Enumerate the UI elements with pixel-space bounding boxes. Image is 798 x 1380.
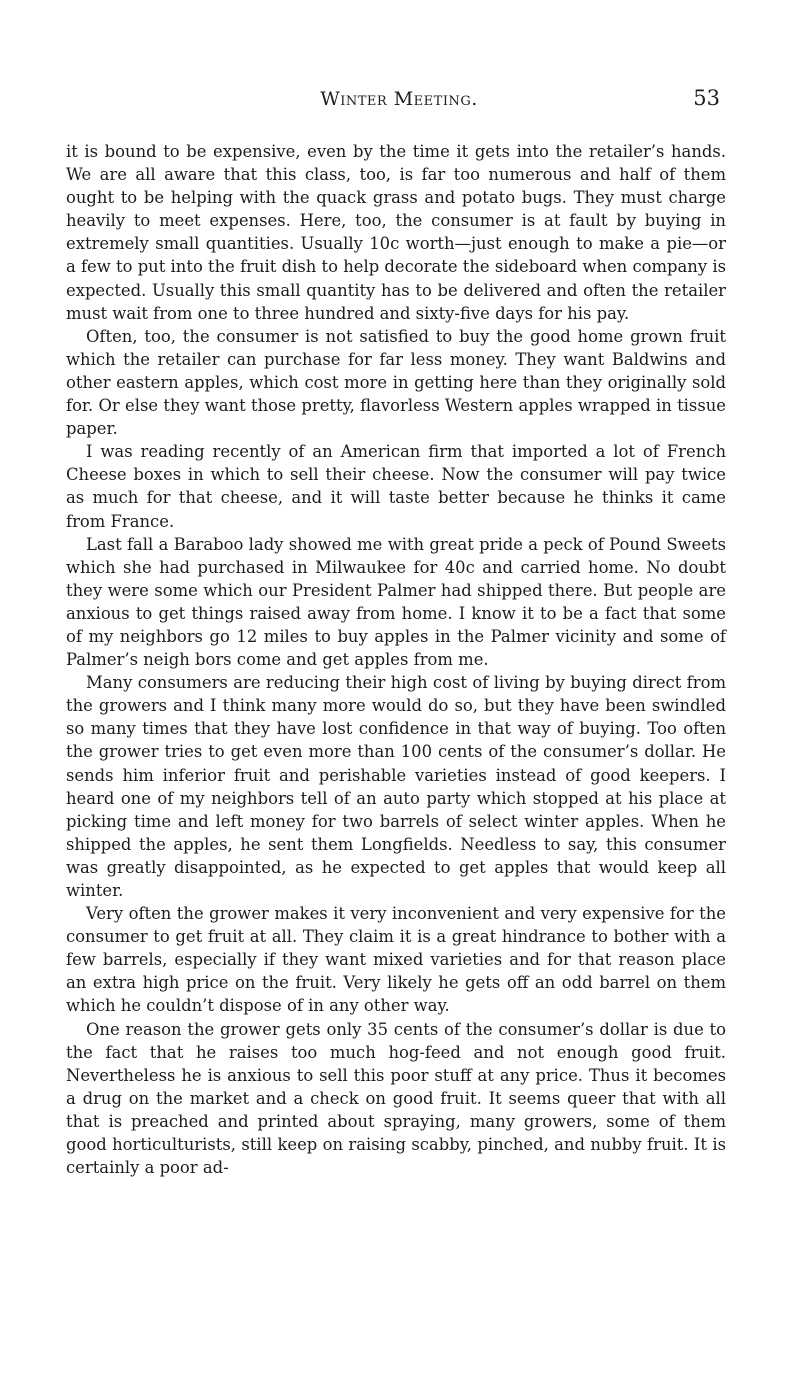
running-header	[0, 88, 798, 116]
page-number: 53	[693, 86, 720, 110]
paragraph: Last fall a Baraboo lady showed me with great pride a peck of Pound Sweets which she had purchased in Milwaukee for 40c and carried home. No doubt they were some which our President Palmer had shipped there. But people are anxious to get things raised away from home. I know it to be a fact that some of my neighbors go 12 miles to buy apples in the Palmer vicinity and some of Palmer’s neigh bors come and get apples from me.	[66, 534, 726, 670]
paragraph: Very often the grower makes it very inconvenient and very expensive for the consumer to get fruit at all. They claim it is a great hindrance to bother with a few barrels, especially if they want mixed varieties and for that reason place an extra high price on the fruit. Very likely he gets off an odd barrel on them which he couldn’t dispose of in any other way.	[66, 904, 726, 1016]
body-text	[66, 140, 726, 1179]
running-title: Winter Meeting.	[320, 88, 478, 110]
paragraph: Many consumers are reducing their high cost of living by buying direct from the growers and I think many more would do so, but they have been swindled so many times that they have lost confidence in that way of buying. Too often the grower tries to get even more than 100 cents of the consumer’s dollar. He sends him inferior fruit and perishable varieties instead of good keepers. I heard one of my neighbors tell of an auto party which stopped at his place at picking time and left money for two barrels of select winter apples. When he shipped the apples, he sent them Longfields. Needless to say, this consumer was greatly disappointed, as he expected to get apples that would keep all winter.	[66, 673, 726, 900]
paragraph-continued: it is bound to be expensive, even by the time it gets into the retailer’s hands. We are all aware that this class, too, is far too numerous and half of them ought to be helping with the quack grass and potato bugs. They must charge heavily to meet expenses. Here, too, the consumer is at fault by buying in extremely small quantities. Usually 10c worth—just enough to make a pie—or a few to put into the fruit dish to help decorate the sideboard when company is expected. Usually this small quantity has to be delivered and often the retailer must wait from one to three hundred and sixty-five days for his pay.	[66, 142, 726, 323]
paragraph: I was reading recently of an American firm that imported a lot of French Cheese boxes in which to sell their cheese. Now the consumer will pay twice as much for that cheese, and it will taste better because he thinks it came from France.	[66, 442, 726, 531]
paragraph: Often, too, the consumer is not satisfied to buy the good home grown fruit which the retailer can purchase for far less money. They want Baldwins and other eastern apples, which cost more in getting here than they originally sold for. Or else they want those pretty, flavorless Western apples wrapped in tissue paper.	[66, 326, 726, 439]
paragraph: One reason the grower gets only 35 cents of the consumer’s dollar is due to the fact that he raises too much hog-feed and not enough good fruit. Nevertheless he is anxious to sell this poor stuff at any price. Thus it becomes a drug on the market and a check on good fruit. It seems queer that with all that is preached and printed about spraying, many growers, some of them good horticulturists, still keep on raising scabby, pinched, and nubby fruit. It is certainly a poor ad-	[66, 1019, 726, 1178]
